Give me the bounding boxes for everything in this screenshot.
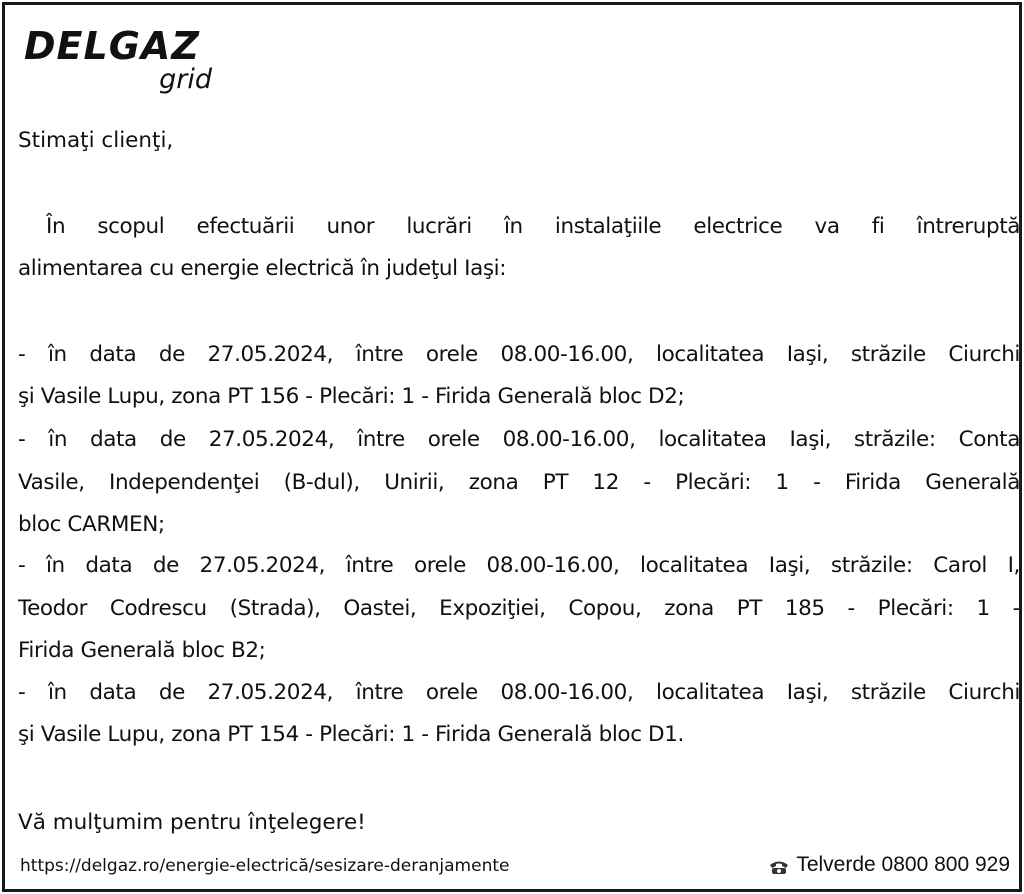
outage-item-2-line-3: bloc CARMEN; xyxy=(18,512,165,537)
footer-phone-number: Telverde 0800 800 929 xyxy=(796,853,1010,876)
outage-item-2-line-1: - în data de 27.05.2024, între orele 08.00-16.00, localitatea Iaşi, străzile: Conta xyxy=(18,427,1020,452)
footer-url-link[interactable]: https://delgaz.ro/energie-electrică/sesizare-deranjamente xyxy=(20,856,510,876)
outage-item-4-line-1: - în data de 27.05.2024, între orele 08.00-16.00, localitatea Iaşi, străzile Ciurchi xyxy=(18,680,1020,705)
telephone-icon xyxy=(768,857,790,873)
logo-subtitle: grid xyxy=(159,64,212,95)
outage-item-4-line-2: şi Vasile Lupu, zona PT 154 - Plecări: 1 - Firida Generală bloc D1. xyxy=(18,722,684,747)
intro-line-2: alimentarea cu energie electrică în judeţul Iaşi: xyxy=(18,256,507,281)
logo-wordmark: DELGAZ xyxy=(24,24,200,68)
outage-item-2-line-2: Vasile, Independenţei (B-dul), Unirii, zona PT 12 - Plecări: 1 - Firida Generală xyxy=(18,470,1020,495)
outage-item-1-line-2: şi Vasile Lupu, zona PT 156 - Plecări: 1 - Firida Generală bloc D2; xyxy=(18,384,685,409)
outage-item-1-line-1: - în data de 27.05.2024, între orele 08.00-16.00, localitatea Iaşi, străzile Ciurchi xyxy=(18,342,1020,367)
outage-item-3-line-3: Firida Generală bloc B2; xyxy=(18,638,266,663)
footer-phone xyxy=(768,853,1010,877)
delgaz-grid-logo xyxy=(24,24,224,104)
outage-item-3-line-2: Teodor Codrescu (Strada), Oastei, Expoziţiei, Copou, zona PT 185 - Plecări: 1 - xyxy=(18,596,1020,621)
greeting: Stimaţi clienţi, xyxy=(18,128,174,153)
closing-message: Vă mulţumim pentru înţelegere! xyxy=(18,810,366,835)
outage-item-3-line-1: - în data de 27.05.2024, între orele 08.00-16.00, localitatea Iaşi, străzile: Carol I, xyxy=(18,553,1020,578)
intro-line-1: În scopul efectuării unor lucrări în instalaţiile electrice va fi întreruptă xyxy=(46,214,1020,239)
